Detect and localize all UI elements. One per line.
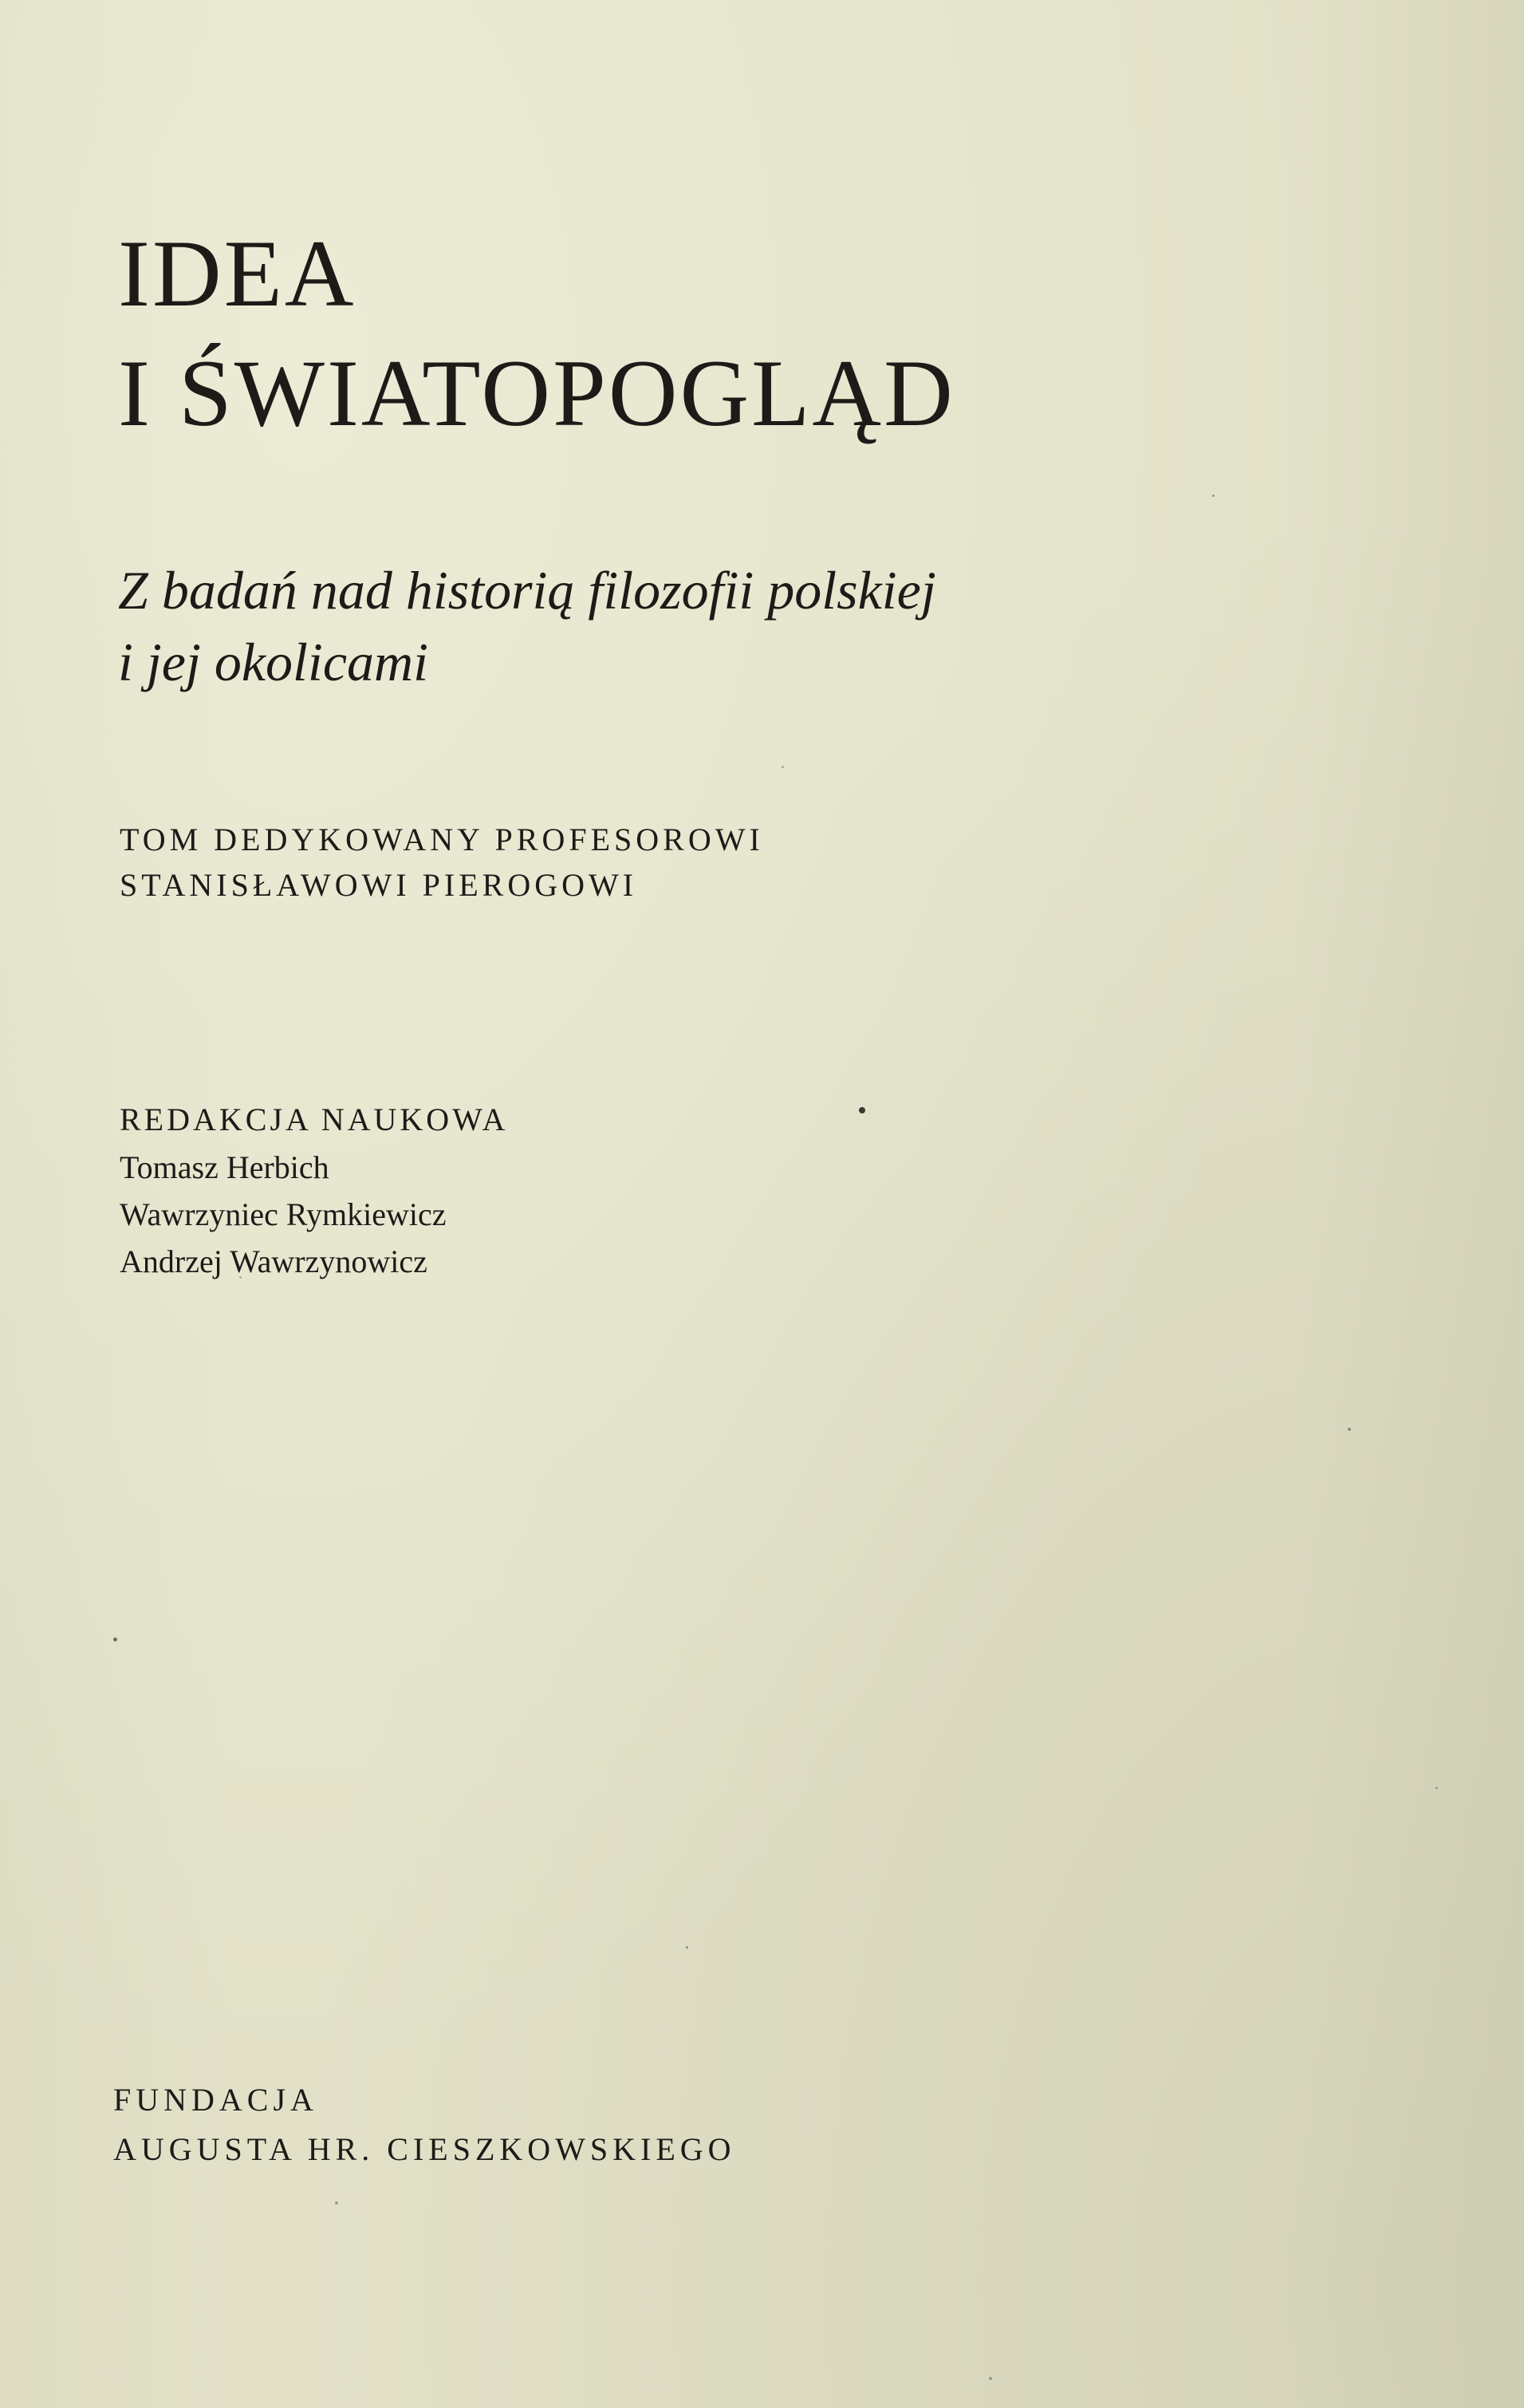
editor-name: Tomasz Herbich [120, 1149, 329, 1185]
editors-heading: REDAKCJA NAUKOWA [120, 1102, 509, 1137]
editor-name: Wawrzyniec Rymkiewicz [120, 1196, 447, 1232]
paper-speck [335, 2201, 338, 2205]
paper-speck [1212, 495, 1215, 497]
dedication-line-2: STANISŁAWOWI PIEROGOWI [120, 867, 638, 903]
book-title [118, 214, 955, 453]
editor-name: Andrzej Wawrzynowicz [120, 1243, 427, 1279]
paper-speck [1435, 1787, 1438, 1789]
paper-speck [239, 1276, 242, 1279]
paper-speck [113, 1638, 117, 1641]
dedication-line-1: TOM DEDYKOWANY PROFESOROWI [120, 822, 764, 857]
subtitle-line-1: Z badań nad historią filozofii polskiej [118, 560, 936, 621]
book-subtitle [118, 554, 936, 698]
paper-speck [686, 1946, 688, 1949]
dedication [120, 817, 764, 908]
publisher-line-2: AUGUSTA HR. CIESZKOWSKIEGO [113, 2131, 736, 2167]
paper-speck [1348, 1428, 1351, 1431]
paper-speck [989, 2377, 992, 2380]
title-line-2: I ŚWIATOPOGLĄD [118, 340, 955, 446]
subtitle-line-2: i jej okolicami [118, 632, 429, 692]
paper-speck [859, 1107, 865, 1113]
publisher [113, 2075, 736, 2174]
title-line-1: IDEA [118, 220, 356, 326]
editors [120, 1096, 508, 1285]
paper-speck [782, 766, 784, 768]
publisher-line-1: FUNDACJA [113, 2082, 318, 2118]
